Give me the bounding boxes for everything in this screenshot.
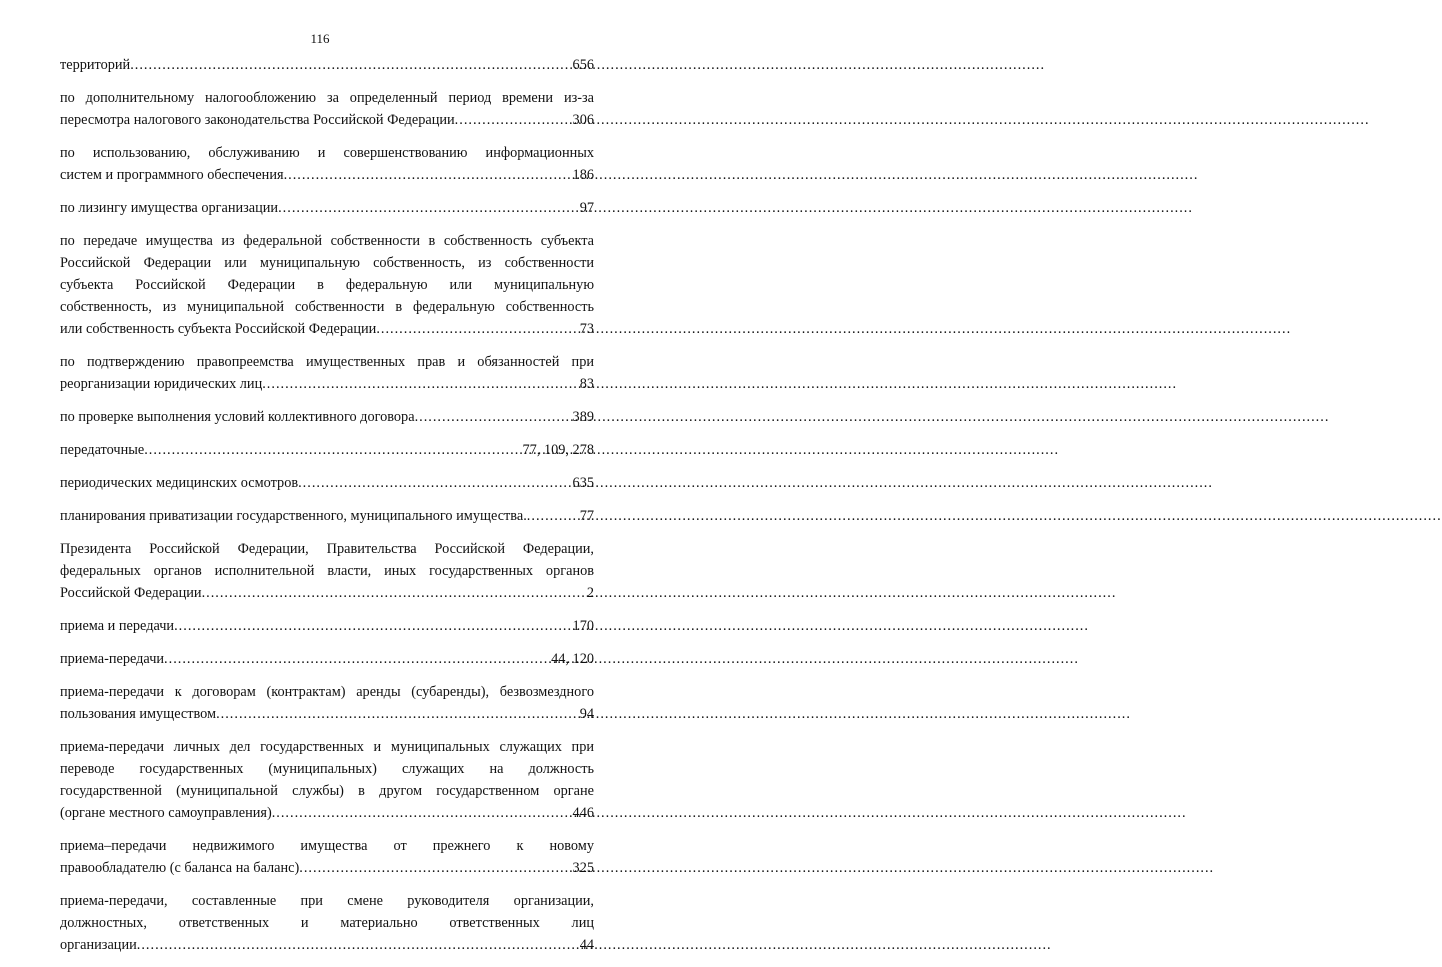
entry-text: правообладателю (с баланса на баланс) [60, 860, 300, 876]
entry-text: по лизингу имущества организации [60, 200, 279, 216]
dot-leader [455, 109, 573, 131]
entry-last-line [60, 406, 594, 428]
entry-last-line [60, 164, 594, 186]
dot-leader [278, 197, 580, 219]
index-entry [60, 648, 594, 670]
index-entry [60, 406, 594, 428]
entry-line: приема-передачи личных дел государственных и муниципальных служащих при [60, 739, 594, 755]
index-entry [60, 736, 594, 824]
entry-line: по передаче имущества из федеральной собственности в собственность субъекта [60, 233, 594, 249]
index-entry [60, 615, 594, 637]
entry-line: государственной (муниципальной службы) в другом государственном органе [60, 783, 594, 799]
entry-last-line [60, 197, 594, 219]
index-entry [60, 439, 594, 461]
entry-page-numbers: 77 [579, 508, 594, 524]
entry-last-line [60, 505, 594, 527]
entry-page-numbers: 389 [572, 409, 594, 425]
entry-page-numbers: 94 [579, 706, 594, 722]
entry-text: пользования имуществом [60, 706, 217, 722]
entry-text: реорганизации юридических лиц [60, 376, 263, 392]
entry-last-line [60, 109, 594, 131]
entry-last-line [60, 934, 594, 956]
dot-leader [174, 615, 572, 637]
index-entry [60, 197, 594, 219]
entry-line: по дополнительному налогообложению за определенный период времени из-за [60, 90, 594, 106]
index-entry [60, 681, 594, 725]
entry-text: пересмотра налогового законодательства Российской Федерации [60, 112, 455, 128]
page-number: 116 [310, 31, 330, 46]
index-entry [60, 890, 594, 956]
entry-page-numbers: 83 [579, 376, 594, 392]
entry-line: приема–передачи недвижимого имущества от прежнего к новому [60, 838, 594, 854]
index-entry [60, 54, 594, 76]
entry-text: приема-передачи [60, 651, 165, 667]
index-entry [60, 505, 594, 527]
dot-leader [137, 934, 580, 956]
dot-leader [415, 406, 573, 428]
dot-leader [262, 373, 579, 395]
entry-page-numbers: 186 [572, 167, 594, 183]
entry-text: периодических медицинских осмотров [60, 475, 299, 491]
entry-line: Президента Российской Федерации, Правительства Российской Федерации, [60, 541, 594, 557]
document-page [0, 0, 640, 953]
entry-page-numbers: 73 [579, 321, 594, 337]
entry-text: организации [60, 937, 137, 953]
entry-last-line [60, 802, 594, 824]
index-entry [60, 472, 594, 494]
entry-last-line [60, 648, 594, 670]
entry-line: собственность, из муниципальной собственности в федеральную собственность [60, 299, 594, 315]
entry-line: должностных, ответственных и материально ответственных лиц [60, 915, 594, 931]
entry-line: по подтверждению правопреемства имущественных прав и обязанностей при [60, 354, 594, 370]
index-entry [60, 142, 594, 186]
entry-page-numbers: 635 [572, 475, 594, 491]
entry-text: систем и программного обеспечения [60, 167, 284, 183]
dot-leader [202, 582, 587, 604]
dot-leader [216, 703, 580, 725]
dot-leader [130, 54, 572, 76]
entry-text: Российской Федерации [60, 585, 202, 601]
entry-page-numbers: 2 [586, 585, 594, 601]
entry-line: приема-передачи к договорам (контрактам) аренды (субаренды), безвозмездного [60, 684, 594, 700]
entry-line: субъекта Российской Федерации в федеральную или муниципальную [60, 277, 594, 293]
dot-leader [284, 164, 573, 186]
entry-text: по проверке выполнения условий коллективного договора [60, 409, 415, 425]
index-entry [60, 351, 594, 395]
entry-page-numbers: 77, 109, 278 [522, 442, 594, 458]
index-entry [60, 538, 594, 604]
entry-last-line [60, 857, 594, 879]
index-entry [60, 87, 594, 131]
entry-text: приема и передачи [60, 618, 175, 634]
entry-last-line [60, 472, 594, 494]
entry-line: по использованию, обслуживанию и совершенствованию информационных [60, 145, 594, 161]
entry-line: федеральных органов исполнительной власти, иных государственных органов [60, 563, 594, 579]
entry-page-numbers: 446 [572, 805, 594, 821]
index-entry [60, 835, 594, 879]
dot-leader [272, 802, 573, 824]
entry-text: передаточные [60, 442, 145, 458]
entry-page-numbers: 44, 120 [551, 651, 594, 667]
entry-last-line [60, 615, 594, 637]
index-entries [60, 54, 594, 967]
index-entry [60, 230, 594, 340]
entry-page-numbers: 97 [579, 200, 594, 216]
entry-page-numbers: 656 [572, 57, 594, 73]
entry-page-numbers: 306 [572, 112, 594, 128]
entry-last-line [60, 582, 594, 604]
entry-text: территорий [60, 57, 131, 73]
dot-leader [376, 318, 579, 340]
dot-leader [298, 472, 572, 494]
entry-line: Российской Федерации или муниципальную собственность, из собственности [60, 255, 594, 271]
entry-last-line [60, 318, 594, 340]
entry-line: переводе государственных (муниципальных) служащих на должность [60, 761, 594, 777]
entry-line: приема-передачи, составленные при смене руководителя организации, [60, 893, 594, 909]
dot-leader [144, 439, 522, 461]
dot-leader [299, 857, 572, 879]
dot-leader [527, 505, 580, 527]
entry-text: планирования приватизации государственного, муниципального имущества. [60, 508, 527, 524]
entry-last-line [60, 703, 594, 725]
entry-page-numbers: 325 [572, 860, 594, 876]
entry-last-line [60, 373, 594, 395]
entry-text: (органе местного самоуправления) [60, 805, 272, 821]
entry-page-numbers: 170 [572, 618, 594, 634]
entry-text: или собственность субъекта Российской Федерации [60, 321, 377, 337]
entry-last-line [60, 54, 594, 76]
entry-last-line [60, 439, 594, 461]
dot-leader [164, 648, 551, 670]
entry-page-numbers: 44 [579, 937, 594, 953]
